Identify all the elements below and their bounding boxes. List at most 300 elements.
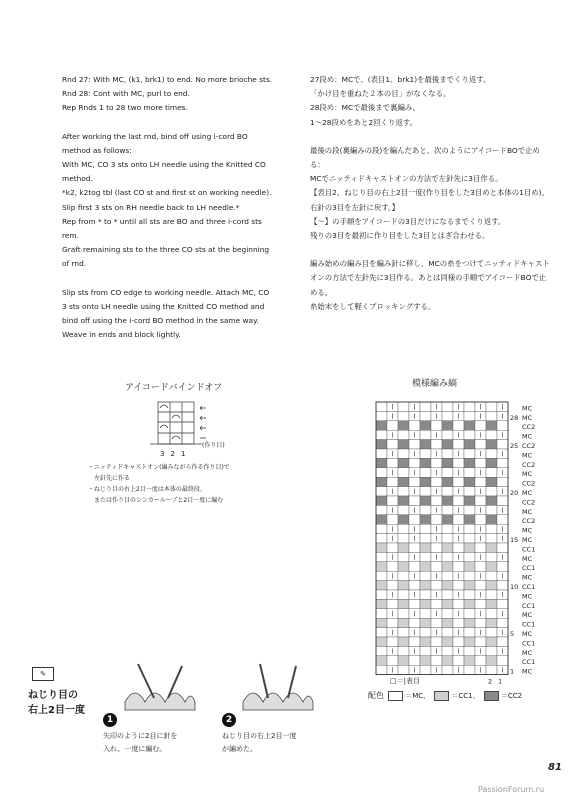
chart-cell (420, 477, 431, 486)
row-color-label: CC2 (522, 442, 536, 450)
japanese-paragraph: 28段め：MCで最後まで裏編み。 (310, 103, 421, 113)
chart-cell (497, 515, 508, 524)
chart-cell (486, 581, 497, 590)
chart-cell (398, 590, 409, 599)
japanese-paragraph: 残りの3目を最初に作り目をした3目とはぎ合わせる。 (310, 231, 490, 241)
row-color-label: CC2 (522, 517, 536, 526)
chart-cell (464, 505, 475, 514)
row-color-label: CC1 (522, 620, 536, 629)
chart-cell (387, 618, 398, 627)
chart-cell (398, 505, 409, 514)
chart-cell (486, 411, 497, 420)
paragraph-gap (62, 272, 276, 286)
chart-cell (464, 590, 475, 599)
chart-cell (486, 571, 497, 580)
chart-cell (398, 599, 409, 608)
chart-cell (486, 543, 497, 552)
chart-cell (420, 646, 431, 655)
chart-cell (398, 440, 409, 449)
chart-cell (475, 458, 486, 467)
chart-cell (387, 440, 398, 449)
chart-cell (398, 628, 409, 637)
row-color-label: MC (522, 526, 533, 535)
chart-cell (376, 477, 387, 486)
chart-cell (409, 562, 420, 571)
chart-cell (431, 496, 442, 505)
chart-cell (376, 430, 387, 439)
chart-cell (376, 571, 387, 580)
chart-cell (453, 581, 464, 590)
chart-cell (420, 552, 431, 561)
chart-cell (387, 581, 398, 590)
english-paragraph: Weave in ends and block lightly. (62, 330, 181, 340)
chart-cell (497, 581, 508, 590)
chart-cell (497, 656, 508, 665)
chart-cell (376, 590, 387, 599)
row-color-label: MC (522, 630, 533, 638)
chart-cell (409, 496, 420, 505)
step1-number: 1 (103, 713, 117, 727)
chart-cell (431, 458, 442, 467)
chart-cell (420, 665, 431, 674)
chart-cell (376, 449, 387, 458)
chart-cell (420, 496, 431, 505)
chart-cell (486, 468, 497, 477)
row-color-label: MC (522, 470, 533, 479)
cc2-swatch (484, 691, 499, 701)
chart-cell (420, 524, 431, 533)
chart-cell (442, 458, 453, 467)
chart-cell (497, 421, 508, 430)
chart-cell (464, 534, 475, 543)
english-paragraph: *k2, k2tog tbl (last CO st and first st on working needle). (62, 188, 272, 198)
chart-cell (431, 581, 442, 590)
chart-cell (376, 637, 387, 646)
chart-cell (486, 637, 497, 646)
chart-cell (431, 637, 442, 646)
chart-cell (420, 637, 431, 646)
chart-cell (420, 543, 431, 552)
chart-cell (431, 440, 442, 449)
chart-key: □＝|表目 (390, 677, 420, 685)
chart-cell (398, 646, 409, 655)
chart-cell (464, 571, 475, 580)
japanese-paragraph: MCでニッティドキャストオンの方法で左針先に3目作る。 (310, 174, 503, 184)
chart-cell (376, 543, 387, 552)
chart-cell (420, 581, 431, 590)
chart-cell (453, 458, 464, 467)
chart-cell (398, 543, 409, 552)
chart-cell (376, 487, 387, 496)
chart-cell (420, 590, 431, 599)
row-color-label: MC (522, 489, 533, 497)
row-color-label: MC (522, 573, 533, 582)
chart-cell (409, 618, 420, 627)
chart-cell (442, 449, 453, 458)
japanese-paragraph: 糸始末をして軽くブロッキングする。 (310, 301, 436, 311)
chart-cell (453, 496, 464, 505)
chart-cell (442, 430, 453, 439)
chart-cell (420, 609, 431, 618)
chart-cell (442, 534, 453, 543)
chart-cell (442, 609, 453, 618)
chart-cell (376, 505, 387, 514)
english-paragraph: Graft remaining sts to the three CO sts at the beginning of rnd. (62, 245, 270, 269)
chart-cell (398, 656, 409, 665)
chart-cell (486, 430, 497, 439)
chart-cell (387, 458, 398, 467)
chart-cell (475, 637, 486, 646)
step1-text: 矢印のように2目に針を 入れ、一度に編む。 (103, 732, 178, 753)
row-color-label: CC1 (522, 639, 536, 648)
chart-cell (464, 468, 475, 477)
chart-cell (442, 665, 453, 674)
chart-cell (398, 524, 409, 533)
stripe-chart-title: 模様編み縞 (412, 379, 458, 389)
chart-cell (464, 449, 475, 458)
step2-number: 2 (222, 713, 236, 727)
chart-cell (486, 646, 497, 655)
chart-cell (398, 487, 409, 496)
chart-cell (464, 628, 475, 637)
chart-cell (398, 468, 409, 477)
chart-cell (453, 543, 464, 552)
chart-cell (387, 421, 398, 430)
chart-cell (453, 562, 464, 571)
chart-cell (376, 440, 387, 449)
row-color-label: CC1 (522, 658, 536, 667)
chart-cell (409, 656, 420, 665)
row-color-label: MC (522, 432, 533, 441)
chart-cell (442, 402, 453, 411)
english-paragraph: With MC, CO 3 sts onto LH needle using the Knitted CO method. (62, 160, 266, 184)
chart-cell (464, 524, 475, 533)
chart-cell (486, 628, 497, 637)
paragraph-gap (310, 243, 550, 257)
chart-cell (398, 562, 409, 571)
mc-swatch (388, 691, 403, 701)
english-paragraph: Slip first 3 sts on RH needle back to LH needle.* (62, 202, 240, 212)
chart-cell (376, 534, 387, 543)
chart-cell (376, 599, 387, 608)
row-color-label: MC (522, 536, 533, 544)
chart-cell (464, 477, 475, 486)
chart-cell (398, 515, 409, 524)
chart-cell (398, 458, 409, 467)
japanese-paragraph: 「かけ目を重ねた２本の目」がなくなる。 (310, 89, 451, 99)
row-color-label: CC1 (522, 564, 536, 573)
english-paragraph: Rep from * to * until all sts are BO and three i-cord sts rem. (62, 216, 262, 241)
chart-cell (398, 430, 409, 439)
chart-cell (442, 468, 453, 477)
chart-cell (431, 477, 442, 486)
chart-cell (398, 402, 409, 411)
chart-cell (376, 468, 387, 477)
chart-cell (376, 646, 387, 655)
chart-cell (420, 562, 431, 571)
chart-cell (431, 543, 442, 552)
chart-cell (431, 599, 442, 608)
chart-cell (387, 562, 398, 571)
chart-cell (497, 458, 508, 467)
chart-cell (486, 487, 497, 496)
chart-cell (431, 618, 442, 627)
chart-cell (453, 477, 464, 486)
chart-cell (387, 656, 398, 665)
chart-cell (497, 496, 508, 505)
chart-cell (376, 552, 387, 561)
icord-notes: ・ニッティドキャストオン(編みながら作る作り目)で 左針先に作る ・ねじり目の右上2目一度は本体の最終段、 または作り目のシンカーループと2目一度に編む (88, 464, 230, 504)
chart-cell (453, 656, 464, 665)
chart-cell (453, 440, 464, 449)
english-pattern-text (62, 73, 276, 342)
chart-cell (497, 562, 508, 571)
chart-cell (442, 571, 453, 580)
chart-cell (464, 618, 475, 627)
col-number: 2 (488, 677, 493, 686)
chart-cell (409, 581, 420, 590)
chart-cell (409, 458, 420, 467)
english-paragraph: Rnd 27: With MC, (k1, brk1) to end. No more brioche sts. (62, 75, 273, 84)
chart-cell (442, 599, 453, 608)
chart-cell (442, 524, 453, 533)
chart-cell (486, 402, 497, 411)
technique-title: ねじり目の 右上2目一度 (28, 690, 85, 716)
chart-cell (398, 571, 409, 580)
chart-cell (475, 656, 486, 665)
japanese-paragraph: 1～28段めをあと2回くり返す。 (310, 117, 417, 127)
row-number: 25 (510, 442, 519, 450)
paragraph-gap (310, 130, 550, 144)
chart-cell (420, 487, 431, 496)
chart-cell (475, 477, 486, 486)
row-number: 20 (510, 489, 519, 497)
chart-cell (464, 552, 475, 561)
chart-cell (376, 515, 387, 524)
chart-cell (376, 524, 387, 533)
chart-cell (387, 637, 398, 646)
chart-cell (387, 477, 398, 486)
chart-cell (376, 421, 387, 430)
row-color-label: MC (522, 554, 533, 563)
chart-cell (442, 477, 453, 486)
chart-cell (420, 505, 431, 514)
chart-cell (442, 552, 453, 561)
row-color-label: MC (522, 592, 533, 601)
chart-cell (387, 599, 398, 608)
chart-cell (464, 599, 475, 608)
chart-cell (376, 458, 387, 467)
chart-cell (409, 599, 420, 608)
chart-cell (420, 599, 431, 608)
chart-cell (486, 552, 497, 561)
chart-cell (420, 571, 431, 580)
chart-cell (486, 665, 497, 674)
chart-cell (497, 618, 508, 627)
chart-cell (486, 599, 497, 608)
english-paragraph: Rnd 28: Cont with MC, purl to end. (62, 89, 190, 99)
chart-cell (453, 515, 464, 524)
chart-cell (497, 440, 508, 449)
chart-cell (442, 618, 453, 627)
japanese-paragraph: 最後の段(裏編みの段)を編んだあと、次のようにアイコードBOで止める： (310, 145, 540, 170)
row-color-label: MC (522, 611, 533, 620)
stripe-pattern-chart (374, 398, 552, 688)
chart-cell (431, 656, 442, 665)
chart-cell (409, 477, 420, 486)
chart-cell (497, 543, 508, 552)
row-color-label: MC (522, 413, 533, 422)
chart-cell (464, 430, 475, 439)
row-color-label: CC1 (522, 601, 536, 610)
chart-cell (376, 402, 387, 411)
japanese-paragraph: 【～】の手順をアイコードの3目だけになるまでくり返す。 (310, 216, 506, 226)
chart-cell (442, 440, 453, 449)
technique-icon: ✎ (32, 667, 54, 681)
chart-cell (486, 656, 497, 665)
row-color-label: CC2 (522, 423, 536, 432)
chart-cell (464, 421, 475, 430)
chart-cell (376, 656, 387, 665)
chart-cell (486, 515, 497, 524)
icord-col-numbers: 321 (160, 450, 192, 458)
chart-cell (486, 505, 497, 514)
chart-cell (497, 599, 508, 608)
chart-cell (398, 421, 409, 430)
chart-cell (486, 534, 497, 543)
english-paragraph: After working the last rnd, bind off using i-cord BO method as follows: (62, 131, 248, 155)
chart-cell (387, 496, 398, 505)
chart-cell (442, 421, 453, 430)
japanese-paragraph: 27段め：MCで、(表目1、brk1)を最後までくり返す。 (310, 75, 491, 84)
page-number: 81 (548, 762, 562, 773)
chart-cell (442, 496, 453, 505)
step2-text: ねじり目の右上2目一度 が編めた。 (222, 732, 297, 753)
chart-cell (464, 637, 475, 646)
row-number: 28 (510, 413, 519, 422)
chart-cell (464, 496, 475, 505)
chart-cell (453, 421, 464, 430)
row-number: 10 (510, 583, 519, 591)
chart-cell (376, 562, 387, 571)
chart-cell (475, 421, 486, 430)
chart-cell (420, 656, 431, 665)
step2-illustration (238, 662, 318, 712)
chart-cell (442, 543, 453, 552)
chart-cell (486, 477, 497, 486)
chart-cell (442, 590, 453, 599)
chart-cell (442, 487, 453, 496)
chart-cell (398, 411, 409, 420)
row-number: 1 (510, 667, 515, 676)
chart-cell (420, 411, 431, 420)
chart-cell (464, 562, 475, 571)
chart-cell (376, 496, 387, 505)
chart-cell (442, 656, 453, 665)
chart-cell (442, 581, 453, 590)
chart-cell (475, 496, 486, 505)
chart-cell (409, 637, 420, 646)
chart-cell (420, 515, 431, 524)
row-color-label: MC (522, 648, 533, 657)
row-color-label: CC1 (522, 583, 536, 591)
chart-cell (420, 458, 431, 467)
chart-cell (475, 599, 486, 608)
chart-cell (464, 665, 475, 674)
chart-cell (420, 440, 431, 449)
chart-cell (442, 628, 453, 637)
chart-cell (409, 543, 420, 552)
english-paragraph: Rep Rnds 1 to 28 two more times. (62, 103, 188, 113)
chart-cell (409, 515, 420, 524)
chart-cell (398, 449, 409, 458)
chart-cell (464, 646, 475, 655)
row-color-label: MC (522, 451, 533, 460)
chart-cell (486, 590, 497, 599)
chart-cell (398, 637, 409, 646)
chart-cell (475, 543, 486, 552)
chart-cell (431, 562, 442, 571)
row-color-label: MC (522, 667, 533, 676)
chart-cell (486, 421, 497, 430)
chart-cell (376, 618, 387, 627)
chart-cell (420, 468, 431, 477)
row-number: 15 (510, 536, 519, 544)
chart-cell (475, 515, 486, 524)
chart-cell (442, 411, 453, 420)
chart-cell (387, 543, 398, 552)
japanese-paragraph: 編み始めの編み目を編み針に移し、MCの糸をつけてニッティドキャストオンの方法で左針先に3目作る。あとは同様の手順でアイコードBOで止める。 (310, 259, 550, 297)
chart-cell (442, 637, 453, 646)
chart-cell (442, 505, 453, 514)
chart-cell (464, 581, 475, 590)
chart-cell (420, 402, 431, 411)
chart-cell (398, 609, 409, 618)
chart-cell (486, 609, 497, 618)
chart-cell (409, 421, 420, 430)
chart-cell (453, 599, 464, 608)
row-color-label: MC (522, 404, 533, 413)
chart-cell (486, 449, 497, 458)
chart-cell (376, 665, 387, 674)
japanese-pattern-text (310, 73, 550, 314)
chart-cell (486, 524, 497, 533)
chart-cell (475, 562, 486, 571)
chart-cell (387, 515, 398, 524)
chart-cell (464, 458, 475, 467)
row-number: 5 (510, 630, 515, 638)
chart-cell (409, 440, 420, 449)
chart-cell (453, 637, 464, 646)
chart-cell (486, 496, 497, 505)
chart-cell (398, 581, 409, 590)
chart-cell (442, 646, 453, 655)
col-number: 1 (498, 677, 503, 686)
chart-cell (475, 618, 486, 627)
chart-cell (420, 534, 431, 543)
chart-cell (398, 665, 409, 674)
chart-cell (420, 628, 431, 637)
chart-cell (398, 534, 409, 543)
chart-cell (464, 515, 475, 524)
chart-cell (464, 543, 475, 552)
cc1-swatch (434, 691, 449, 701)
row-color-label: CC2 (522, 479, 536, 488)
chart-cell (464, 656, 475, 665)
chart-cell (464, 411, 475, 420)
chart-cell (464, 609, 475, 618)
english-paragraph: Slip sts from CO edge to working needle. Attach MC, CO 3 sts onto LH needle using the Knitted CO method and bind off using the i-cord BO method in the same way. (62, 287, 270, 326)
